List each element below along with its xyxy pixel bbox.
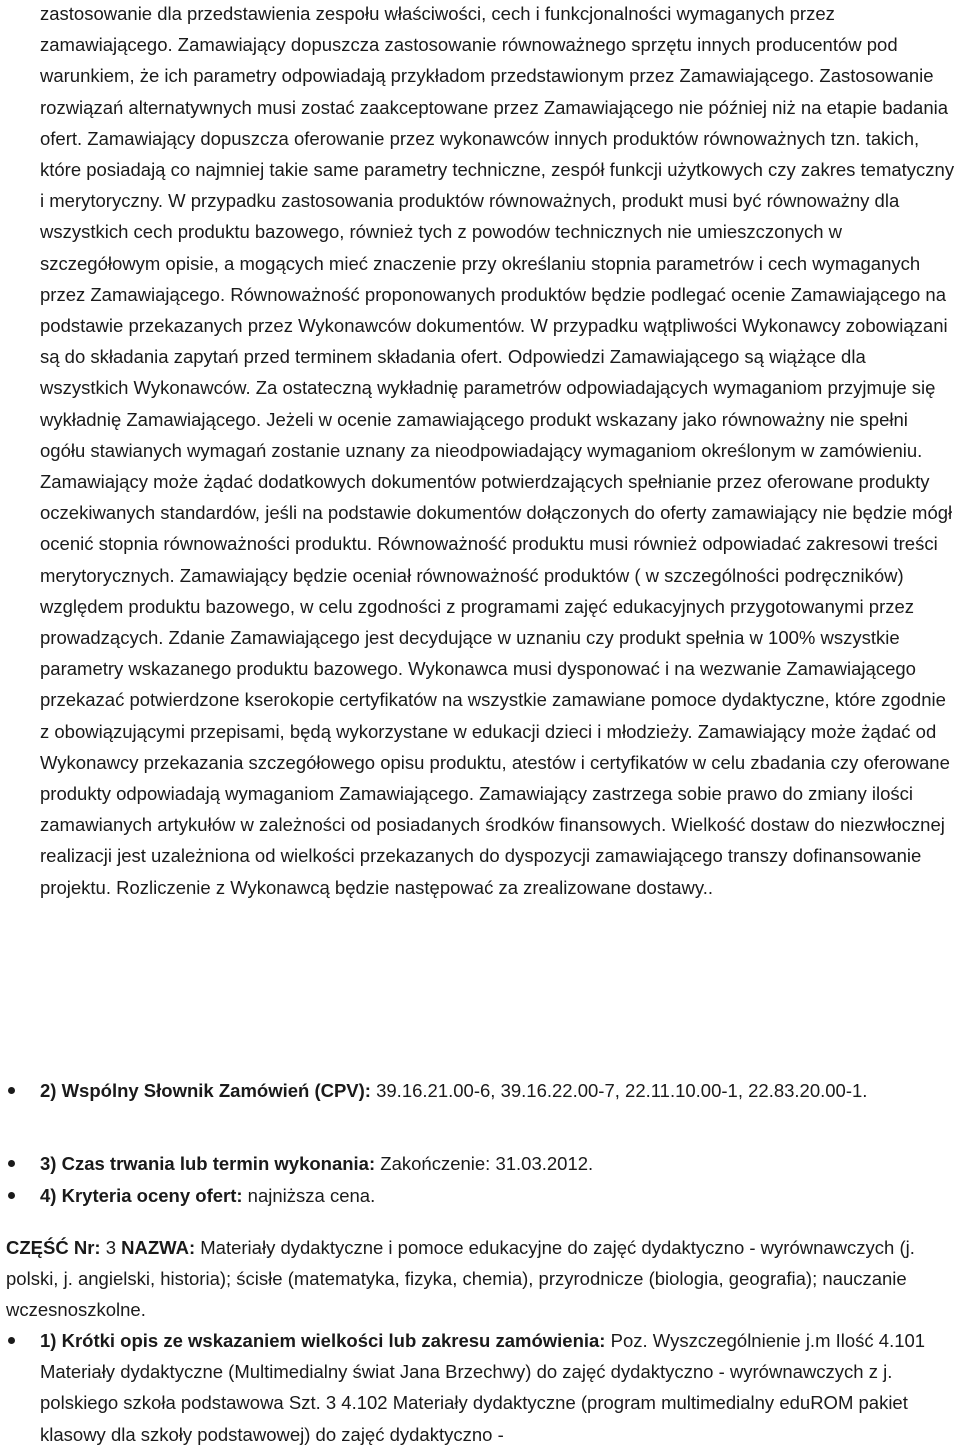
- part-number: 3: [100, 1237, 122, 1258]
- bullet-item-deadline: [40, 1148, 940, 1179]
- main-paragraph: zastosowanie dla przedstawienia zespołu właściwości, cech i funkcjonalności wymaganych przez zamawiającego. Zamawiający dopuszcza zastosowanie równoważnego sprzętu innych producentów pod warunkiem, że ich parametry odpowiadają przykładom przedstawionym przez Zamawiającego. Zastosowanie rozwiązań alternatywnych musi zostać zaakceptowane przez Zamawiającego nie później niż na etapie badania ofert. Zamawiający dopuszcza oferowanie przez wykonawców innych produktów równoważnych tzn. takich, które posiadają co najmniej takie same parametry techniczne, zespół funkcji użytkowych czy zakres tematyczny i merytoryczny. W przypadku zastosowania produktów równoważnych, produkt musi być równoważny dla wszystkich cech produktu bazowego, również tych z powodów technicznych nie umieszczonych w szczegółowym opisie, a mogących mieć znaczenie przy określaniu stopnia parametrów i cech wymaganych przez Zamawiającego. Równoważność proponowanych produktów będzie podlegać ocenie Zamawiającego na podstawie przekazanych przez Wykonawców dokumentów. W przypadku wątpliwości Wykonawcy zobowiązani są do składania zapytań przed terminem składania ofert. Odpowiedzi Zamawiającego są wiążące dla wszystkich Wykonawców. Za ostateczną wykładnię parametrów odpowiadających wymaganiom przyjmuje się wykładnię Zamawiającego. Jeżeli w ocenie zamawiającego produkt wskazany jako równoważny nie spełni ogółu stawianych wymagań zostanie uznany za nieodpowiadający wymaganiom określonym w zamówieniu. Zamawiający może żądać dodatkowych dokumentów potwierdzających spełnianie przez oferowane produkty oczekiwanych standardów, jeśli na podstawie dokumentów dołączonych do oferty zamawiający nie będzie mógł ocenić stopnia równoważności produktu. Równoważność produktu musi również odpowiadać zakresowi treści merytorycznych. Zamawiający będzie oceniał równoważność produktów ( w szczególności podręczników) względem produktu bazowego, w celu zgodności z programami zajęć edukacyjnych przygotowanymi przez prowadzących. Zdanie Zamawiającego jest decydujące w uznaniu czy produkt spełnia w 100% wszystkie parametry wskazanego produktu bazowego. Wykonawca musi dysponować i na wezwanie Zamawiającego przekazać potwierdzone kserokopie certyfikatów na wszystkie zamawiane pomoce dydaktyczne, które zgodnie z obowiązującymi przepisami, będą wykorzystane w edukacji dzieci i młodzieży. Zamawiający może żądać od Wykonawcy przekazania szczegółowego opisu produktu, atestów i certyfikatów w celu zbadania czy oferowane produkty odpowiadają wymaganiom Zamawiającego. Zamawiający zastrzega sobie prawo do zmiany ilości zamawianych artykułów w zależności od posiadanych środków finansowych. Wielkość dostaw do niezwłocznej realizacji jest uzależniona od wielkości przekazanych do dyspozycji zamawiającego transzy dofinansowanie projektu. Rozliczenie z Wykonawcą będzie następować za zrealizowane dostawy..: [40, 3, 955, 898]
- part-heading: [6, 1232, 946, 1326]
- bullet-value-deadline: Zakończenie: 31.03.2012.: [375, 1153, 594, 1174]
- bullet-label-deadline: 3) Czas trwania lub termin wykonania:: [40, 1153, 376, 1174]
- bullet-value-cpv: 39.16.21.00-6, 39.16.22.00-7, 22.11.10.00-1, 22.83.20.00-1.: [370, 1080, 868, 1101]
- bullet-value-description: Poz. Wyszczególnienie j.m Ilość 4.101 Materiały dydaktyczne (Multimedialny świat Jana Brzechwy) do zajęć dydaktyczno - wyrównawczych z j. polskiego szkoła podstawowa Szt. 3 4.102 Materiały dydaktyczne (program multimedialny eduROM pakiet klasowy dla szkoły podstawowej) do zajęć dydaktyczno -: [40, 1330, 926, 1445]
- part-name: Materiały dydaktyczne i pomoce edukacyjne do zajęć dydaktyczno - wyrównawczych (j. polski, j. angielski, historia); ścisłe (matematyka, fizyka, chemia), przyrodnicze (biologia, geografia); nauczanie wczesnoszkolne.: [6, 1237, 915, 1321]
- bullet-label-description: 1) Krótki opis ze wskazaniem wielkości lub zakresu zamówienia:: [40, 1330, 606, 1351]
- bullet-value-criteria: najniższa cena.: [242, 1185, 376, 1206]
- bullet-item-description: [40, 1325, 940, 1450]
- bullet-label-criteria: 4) Kryteria oceny ofert:: [40, 1185, 243, 1206]
- part-name-label: NAZWA:: [121, 1237, 196, 1258]
- bullet-item-cpv: [40, 1075, 940, 1106]
- bullet-item-criteria: [40, 1180, 940, 1211]
- bullet-label-cpv: 2) Wspólny Słownik Zamówień (CPV):: [40, 1080, 371, 1101]
- part-label: CZĘŚĆ Nr:: [6, 1237, 101, 1258]
